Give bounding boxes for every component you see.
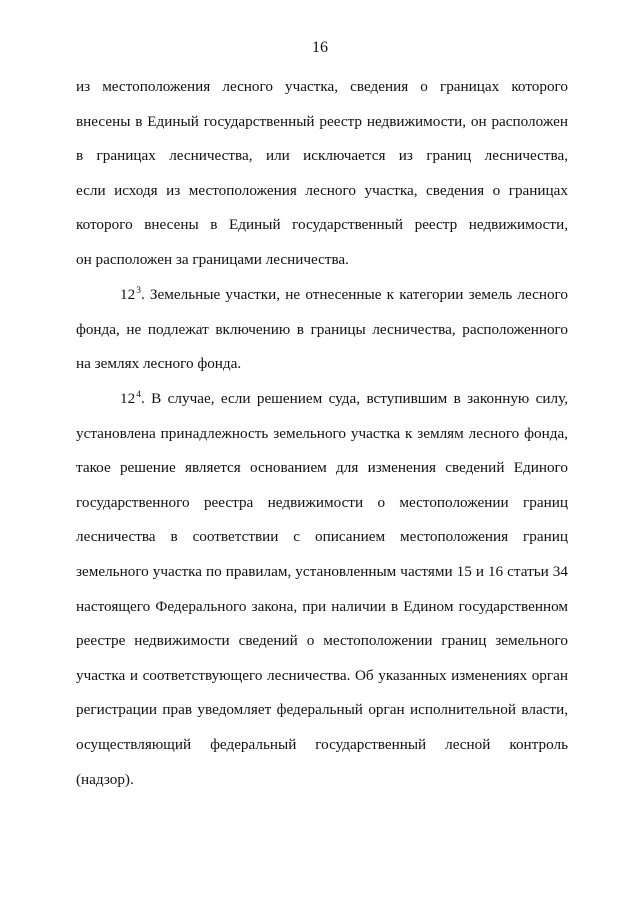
text-line: земельного участка по правилам, установленным частями 15 и 16 статьи 34 bbox=[76, 562, 568, 580]
text-line: из местоположения лесного участка, сведения о границах которого bbox=[76, 78, 568, 95]
text-line: участка и соответствующего лесничества. Об указанных изменениях орган bbox=[76, 666, 568, 684]
clause-superscript: 3 bbox=[136, 286, 141, 296]
paragraph-12-4 bbox=[76, 382, 568, 797]
paragraph-continuation bbox=[76, 70, 568, 278]
page-number: 16 bbox=[312, 39, 328, 56]
text-line: он расположен за границами лесничества. bbox=[76, 250, 349, 268]
text-line: лесничества в соответствии с описанием местоположения границ bbox=[76, 528, 568, 546]
text-line: фонда, не подлежат включению в границы лесничества, расположенного bbox=[76, 320, 568, 338]
text-line: такое решение является основанием для изменения сведений Единого bbox=[76, 459, 568, 477]
text-line bbox=[76, 278, 568, 313]
text-line: (надзор). bbox=[76, 770, 134, 788]
clause-number: 12 bbox=[120, 286, 136, 303]
text-line: установлена принадлежность земельного участка к землям лесного фонда, bbox=[76, 424, 568, 442]
text-line: реестре недвижимости сведений о местоположении границ земельного bbox=[76, 632, 568, 650]
text-line: в границах лесничества, или исключается из границ лесничества, bbox=[76, 147, 568, 165]
text-line bbox=[76, 382, 568, 417]
text-line: регистрации прав уведомляет федеральный орган исполнительной власти, bbox=[76, 701, 568, 719]
text-line-content: . В случае, если решением суда, вступившим в законную силу, bbox=[140, 390, 568, 407]
text-line: внесены в Единый государственный реестр недвижимости, он расположен bbox=[76, 112, 568, 130]
text-line-content: . Земельные участки, не отнесенные к категории земель лесного bbox=[140, 286, 568, 303]
paragraph-12-3 bbox=[76, 278, 568, 382]
text-line: если исходя из местоположения лесного участка, сведения о границах bbox=[76, 181, 568, 199]
text-line: настоящего Федерального закона, при наличии в Едином государственном bbox=[76, 597, 568, 615]
text-line: на землях лесного фонда. bbox=[76, 355, 242, 373]
clause-number: 12 bbox=[120, 390, 136, 407]
clause-superscript: 4 bbox=[136, 390, 141, 400]
text-line: которого внесены в Единый государственный реестр недвижимости, bbox=[76, 216, 568, 234]
text-line: государственного реестра недвижимости о местоположении границ bbox=[76, 493, 568, 511]
text-line: осуществляющий федеральный государственный лесной контроль bbox=[76, 735, 568, 753]
